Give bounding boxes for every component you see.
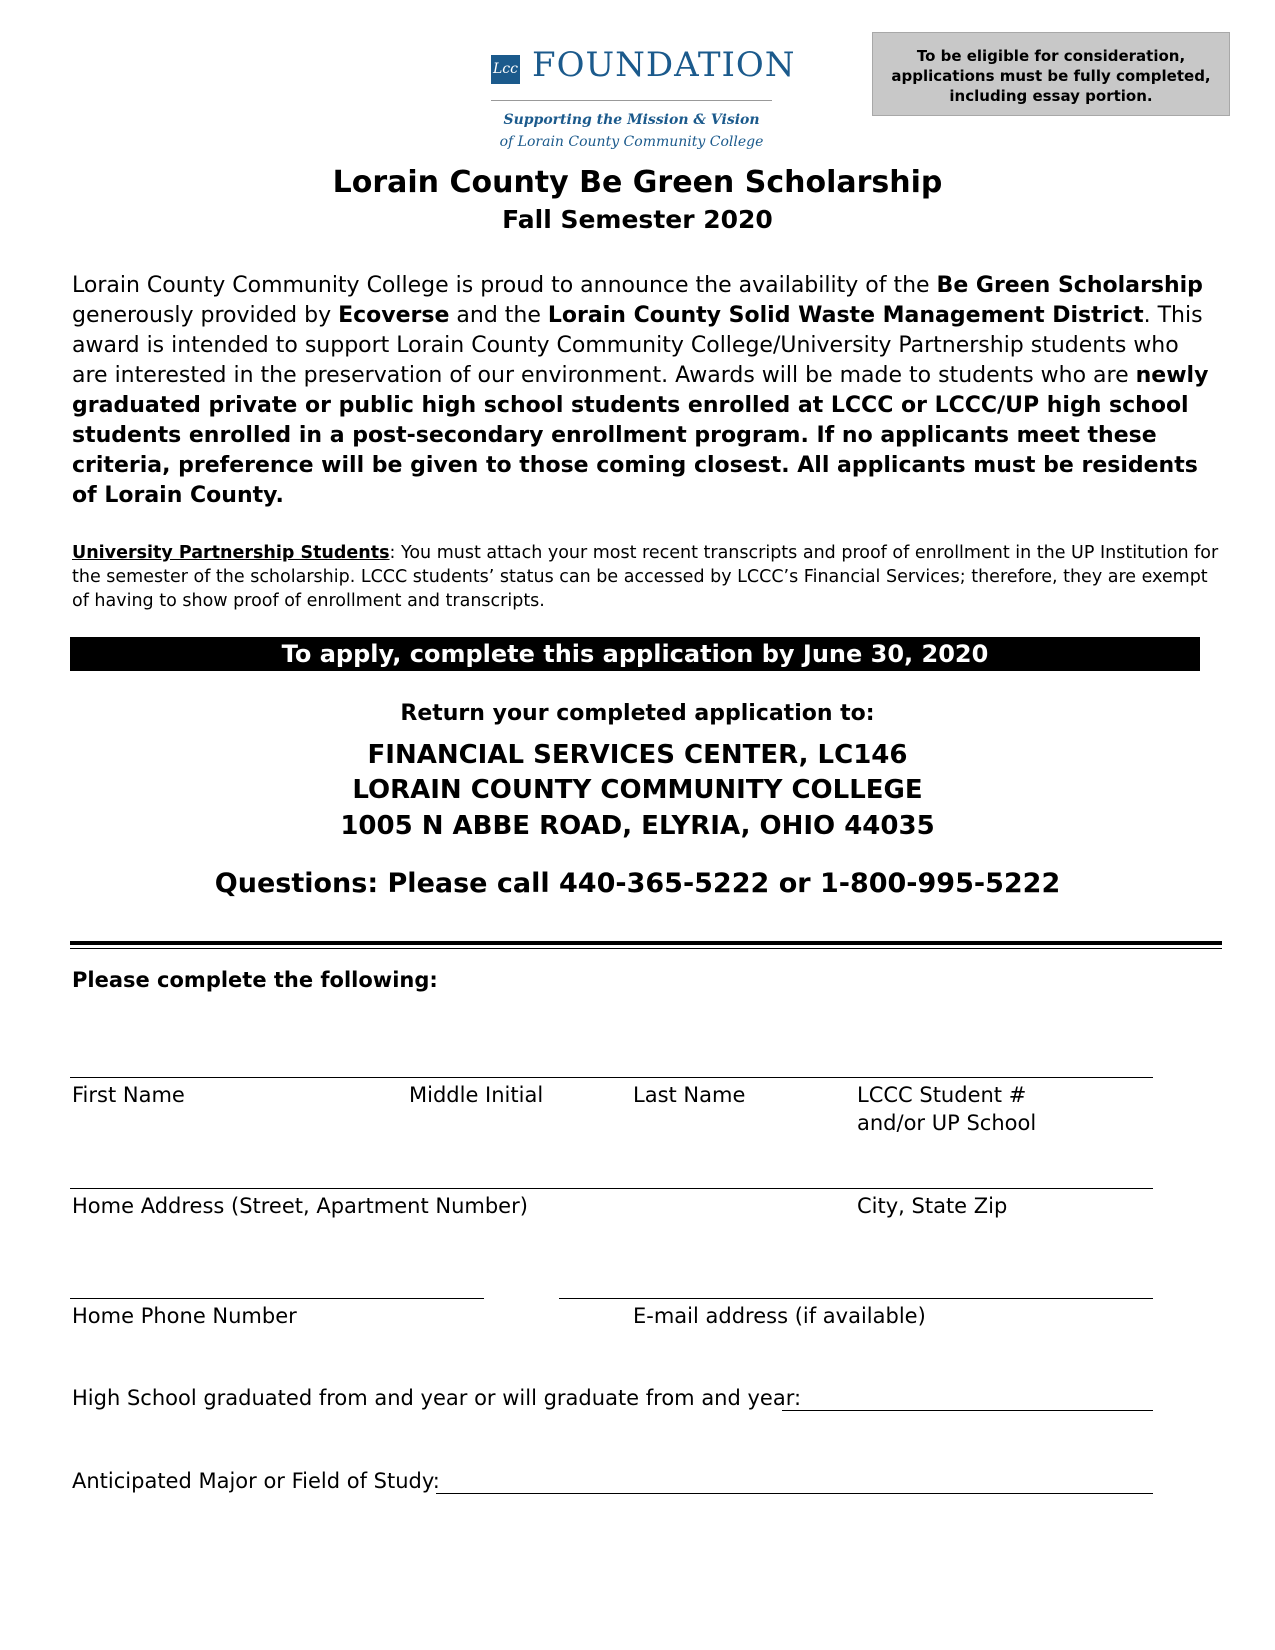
up-students-text: : You must attach your most recent transcripts and proof of enrollment in the UP Institution for the semester of the scholarship. LCCC students’ status can be accessed by LCCC’s Financial Services; therefore, they are exempt of having to show proof of enrollment and transcripts.	[72, 543, 1219, 611]
section-divider-thick	[70, 941, 1222, 945]
student-number-label-1: LCCC Student #	[857, 1083, 1027, 1107]
name-input-line[interactable]	[70, 1077, 1153, 1078]
lccc-logo-icon: Lcc	[491, 55, 520, 84]
middle-initial-label: Middle Initial	[409, 1083, 544, 1107]
student-number-label-2: and/or UP School	[857, 1111, 1037, 1135]
high-school-input-line[interactable]	[782, 1410, 1153, 1411]
return-address-line-2: LORAIN COUNTY COMMUNITY COLLEGE	[352, 775, 923, 805]
return-label: Return your completed application to:	[400, 701, 875, 726]
up-students-label: University Partnership Students	[72, 543, 390, 563]
eligibility-line-3: including essay portion.	[949, 87, 1153, 105]
address-input-line[interactable]	[70, 1188, 1153, 1189]
form-intro: Please complete the following:	[72, 968, 438, 992]
return-address-line-1: FINANCIAL SERVICES CENTER, LC146	[367, 740, 908, 770]
major-label: Anticipated Major or Field of Study:	[72, 1469, 440, 1493]
high-school-label: High School graduated from and year or will graduate from and year:	[72, 1386, 802, 1410]
city-state-zip-label: City, State Zip	[857, 1194, 1008, 1218]
email-label: E-mail address (if available)	[633, 1304, 926, 1328]
up-students-note	[72, 541, 1222, 613]
intro-text-3: and the	[449, 303, 548, 328]
last-name-label: Last Name	[633, 1083, 746, 1107]
intro-bold-district: Lorain County Solid Waste Management District	[547, 303, 1144, 328]
home-phone-input-line[interactable]	[70, 1298, 484, 1299]
eligibility-line-2: applications must be fully completed,	[891, 67, 1211, 85]
home-phone-label: Home Phone Number	[72, 1304, 297, 1328]
return-address-line-3: 1005 N ABBE ROAD, ELYRIA, OHIO 44035	[340, 811, 935, 841]
logo-wordmark: FOUNDATION	[532, 45, 796, 85]
first-name-label: First Name	[72, 1083, 185, 1107]
eligibility-notice	[872, 32, 1230, 116]
page-subtitle: Fall Semester 2020	[502, 205, 773, 234]
intro-text-1: Lorain County Community College is proud to announce the availability of the	[72, 273, 937, 298]
email-input-line[interactable]	[559, 1298, 1153, 1299]
intro-bold-scholarship: Be Green Scholarship	[936, 273, 1203, 298]
intro-text-4: . This award is intended to support Lorain County Community College/University Partnership students who are interested in the preservation of our environment. Awards will be made to students who are	[72, 303, 1203, 388]
logo-tagline-2: of Lorain County Community College	[499, 134, 764, 150]
eligibility-line-1: To be eligible for consideration,	[916, 47, 1186, 65]
major-input-line[interactable]	[436, 1493, 1153, 1494]
questions-phone: Questions: Please call 440-365-5222 or 1-800-995-5222	[214, 868, 1061, 899]
home-address-label: Home Address (Street, Apartment Number)	[72, 1194, 528, 1218]
intro-bold-ecoverse: Ecoverse	[338, 303, 450, 328]
intro-bold-eligibility: newly graduated private or public high school students enrolled at LCCC or LCCC/UP high school students enrolled in a post-secondary enrollment program. If no applicants meet these criteria, preference will be given to those coming closest. All applicants must be residents of Lorain County.	[72, 363, 1209, 508]
page-title: Lorain County Be Green Scholarship	[332, 165, 943, 200]
intro-text-2: generously provided by	[72, 303, 339, 328]
logo-tagline-1: Supporting the Mission & Vision	[503, 112, 760, 128]
deadline-banner: To apply, complete this application by June 30, 2020	[70, 637, 1200, 671]
intro-paragraph	[72, 271, 1212, 511]
section-divider-thin	[70, 948, 1222, 949]
logo-divider	[491, 100, 772, 101]
